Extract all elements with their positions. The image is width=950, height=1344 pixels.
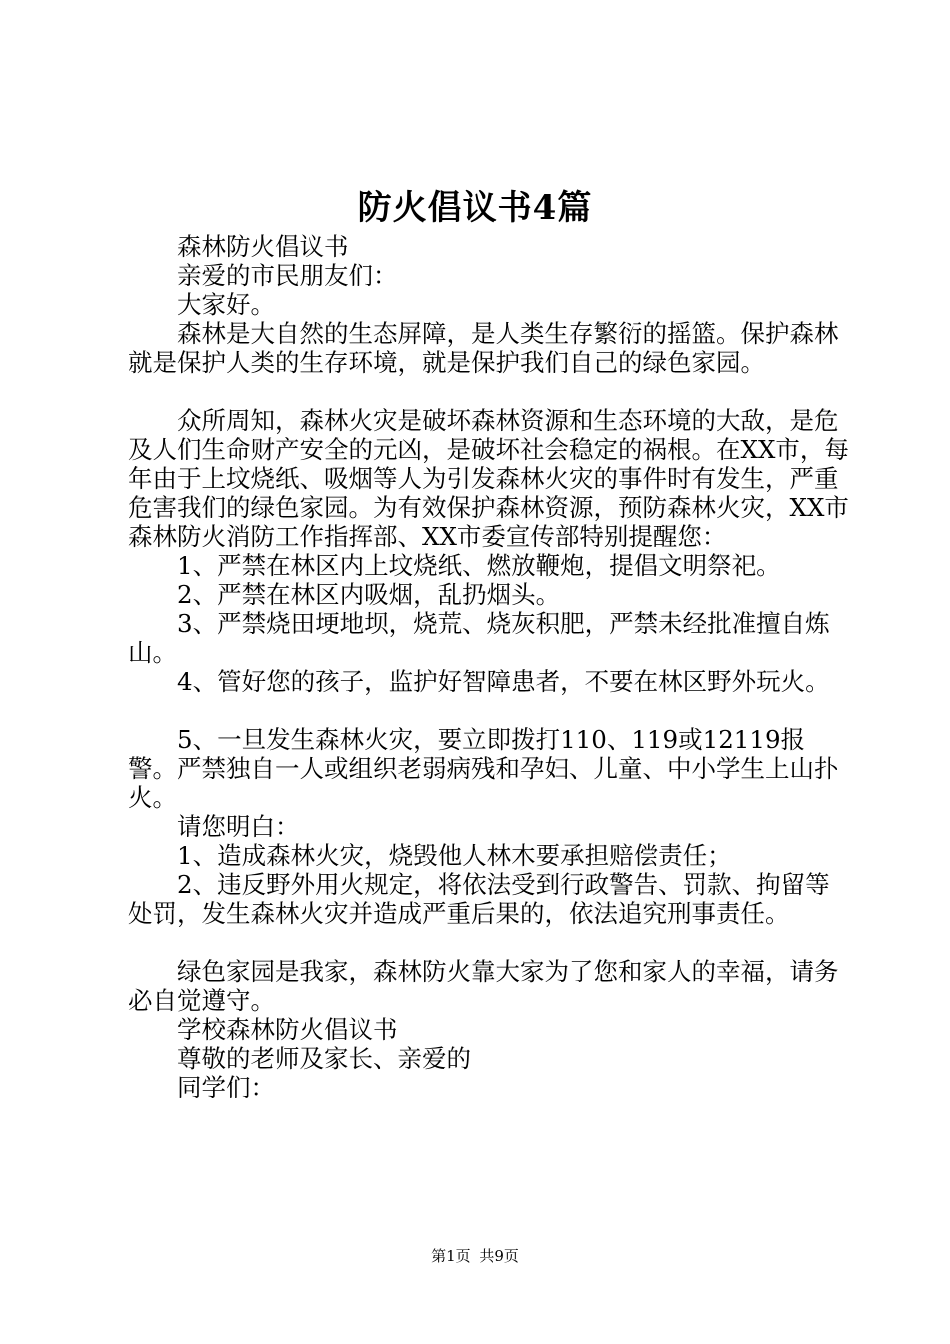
greeting: 大家好。 (177, 290, 275, 319)
body-paragraph: 众所周知，森林火灾是破坏森林资源和生态环境的大敌，是危及人们生命财产安全的元凶，是破坏社会稳定的祸根。在XX市，每年由于上坟烧纸、吸烟等人为引发森林火灾的事件时有发生，严重危害我们的绿色家园。为有效保护森林资源，预防森林火灾，XX市森林防火消防工作指挥部、XX市委宣传部特别提醒您： (128, 406, 849, 551)
list-item: 1、严禁在林区内上坟烧纸、燃放鞭炮，提倡文明祭祀。 (177, 551, 781, 580)
salutation: 同学们： (177, 1073, 275, 1102)
list-item: 3、严禁烧田埂地坝，烧荒、烧灰积肥，严禁未经批准擅自炼山。 (128, 609, 830, 667)
document-body (128, 232, 854, 1102)
list-item: 5、一旦发生森林火灾，要立即拨打110、119或12119报警。严禁独自一人或组织老弱病残和孕妇、儿童、中小学生上山扑火。 (128, 725, 839, 812)
document-title: 防火倡议书4篇 (357, 188, 593, 228)
list-item: 4、管好您的孩子，监护好智障患者，不要在林区野外玩火。 (177, 667, 830, 696)
body-paragraph: 森林是大自然的生态屏障，是人类生存繁衍的摇篮。保护森林就是保护人类的生存环境，就是保护我们自己的绿色家园。 (128, 319, 839, 377)
list-item: 1、造成森林火灾，烧毁他人林木要承担赔偿责任； (177, 841, 732, 870)
list-item: 2、严禁在林区内吸烟，乱扔烟头。 (177, 580, 561, 609)
salutation: 亲爱的市民朋友们： (177, 261, 398, 290)
section-heading: 学校森林防火倡议书 (177, 1015, 398, 1044)
body-paragraph: 请您明白： (177, 812, 300, 841)
list-item: 2、违反野外用火规定，将依法受到行政警告、罚款、拘留等处罚，发生森林火灾并造成严重后果的，依法追究刑事责任。 (128, 870, 830, 928)
body-paragraph: 绿色家园是我家，森林防火靠大家为了您和家人的幸福，请务必自觉遵守。 (128, 957, 839, 1015)
section-heading: 森林防火倡议书 (177, 232, 349, 261)
salutation: 尊敬的老师及家长、亲爱的 (177, 1044, 471, 1073)
page-number: 第1页 共9页 (431, 1247, 519, 1265)
